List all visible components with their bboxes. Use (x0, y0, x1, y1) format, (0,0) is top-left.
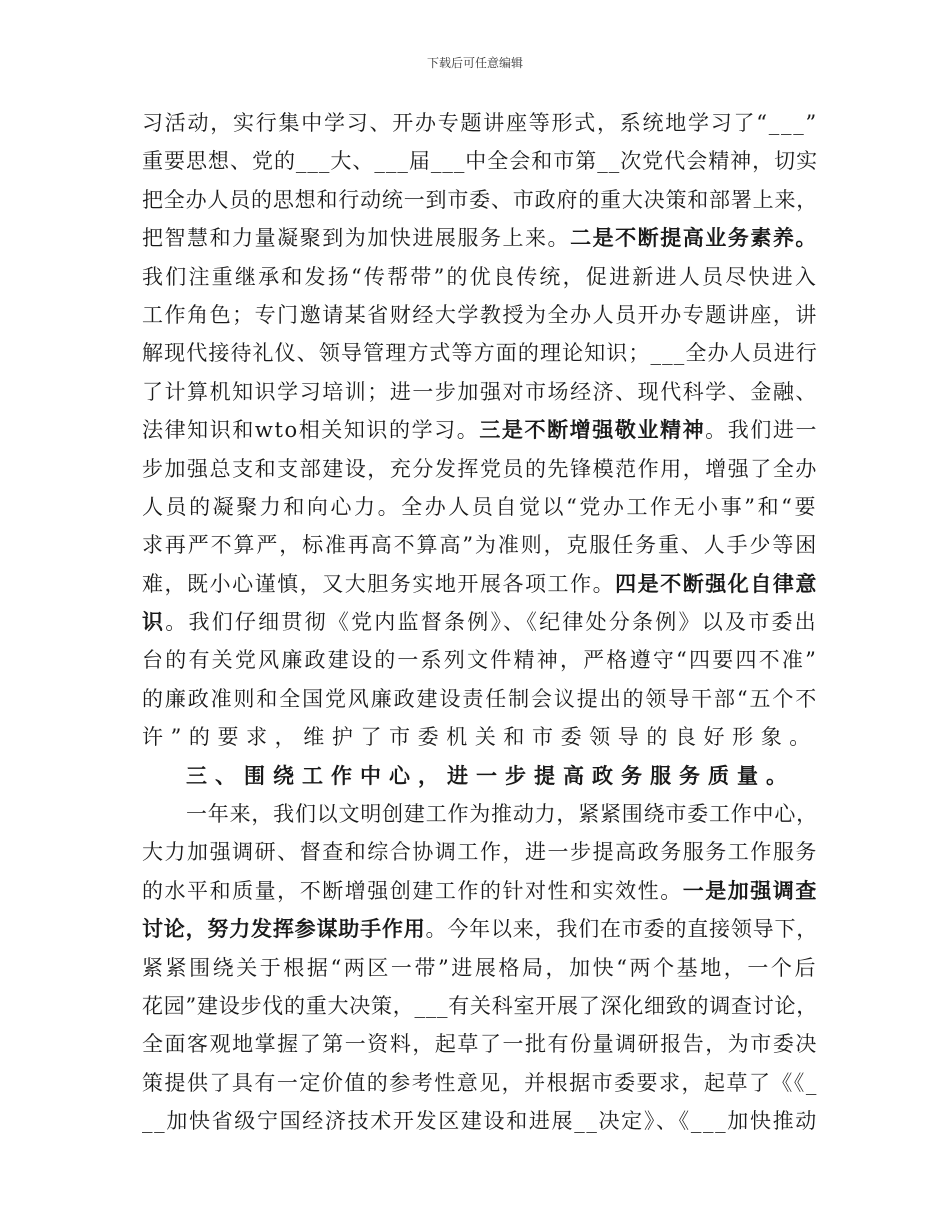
text-line (142, 910, 818, 948)
text-line (142, 603, 818, 641)
bold-text-segment: 讨论，努力发挥参谋助手作用 (142, 916, 426, 942)
text-line (142, 142, 818, 180)
text-line (142, 373, 818, 411)
text-segment: 。我们仔细贯彻《党内监督条例》、《纪律处分条例》以及市委出 (165, 610, 818, 635)
bold-text-segment: 识 (142, 609, 166, 635)
text-segment: 步加强总支和支部建设，充分发挥党员的先锋模范作用，增强了全办 (142, 456, 818, 481)
bold-text-segment: 四是不断强化自律意 (615, 570, 818, 596)
text-segment: 的廉政准则和全国党风廉政建设责任制会议提出的领导干部“五个不 (142, 686, 818, 711)
text-line (142, 104, 818, 142)
text-segment: 我们注重继承和发扬“传帮带”的优良传统，促进新进人员尽快进入 (142, 264, 818, 289)
page-header: 下载后可任意编辑 (426, 56, 523, 70)
text-line (142, 1102, 818, 1140)
text-line (142, 680, 818, 718)
bold-text-segment: 三是不断增强敬业精神 (479, 417, 706, 443)
text-line (142, 641, 818, 679)
text-line (142, 296, 818, 334)
text-segment: 求再严不算严，标准再高不算高”为准则，克服任务重、人手少等困 (142, 533, 818, 558)
text-segment: 许”的要求，维护了市委机关和市委领导的良好形象。 (142, 725, 818, 750)
text-line (142, 718, 818, 756)
document-body (142, 104, 818, 1141)
text-segment: 把全办人员的思想和行动统一到市委、市政府的重大决策和部署上来， (142, 187, 818, 212)
text-line (142, 258, 818, 296)
text-line (142, 411, 818, 449)
text-line (142, 757, 818, 795)
text-segment: 习活动，实行集中学习、开办专题讲座等形式，系统地学习了“___” (142, 111, 818, 135)
text-line (142, 1064, 818, 1102)
text-line (142, 949, 818, 987)
text-segment: 。今年以来，我们在市委的直接领导下， (425, 917, 818, 942)
text-segment: 策提供了具有一定价值的参考性意见，并根据市委要求，起草了《《_ (142, 1070, 818, 1095)
text-segment: 的水平和质量，不断增强创建工作的针对性和实效性。 (142, 878, 683, 903)
text-line (142, 526, 818, 564)
text-segment: 工作角色；专门邀请某省财经大学教授为全办人员开办专题讲座，讲 (142, 302, 818, 327)
text-segment: 一年来，我们以文明创建工作为推动力，紧紧围绕市委工作中心， (186, 802, 818, 827)
text-segment: 花园”建设步伐的重大决策，___有关科室开展了深化细致的调查讨论， (142, 993, 818, 1018)
text-segment: __加快省级宁国经济技术开发区建设和进展__决定》、《___加快推动 (142, 1109, 818, 1134)
text-line (142, 488, 818, 526)
text-segment: 。我们进一 (705, 418, 818, 443)
text-line (142, 334, 818, 372)
text-segment: 重要思想、党的___大、___届___中全会和市第__次党代会精神，切实 (142, 149, 818, 174)
bold-text-segment: 一是加强调查 (682, 877, 818, 903)
text-segment: 大力加强调研、督查和综合协调工作，进一步提高政务服务工作服务 (142, 840, 818, 865)
text-segment: 难，既小心谨慎，又大胆务实地开展各项工作。 (142, 571, 616, 596)
text-line (142, 795, 818, 833)
text-line (142, 987, 818, 1025)
text-segment: 人员的凝聚力和向心力。全办人员自觉以“党办工作无小事”和“要 (142, 494, 818, 519)
text-line (142, 872, 818, 910)
text-segment: 了计算机知识学习培训；进一步加强对市场经济、现代科学、金融、 (142, 379, 818, 404)
text-line (142, 219, 818, 257)
text-segment: 台的有关党风廉政建设的一系列文件精神，严格遵守“四要四不准” (142, 648, 818, 673)
text-segment: 紧紧围绕关于根据“两区一带”进展格局，加快“两个基地，一个后 (142, 955, 818, 980)
text-segment: 法律知识和wto相关知识的学习。 (142, 418, 480, 443)
text-segment: 把智慧和力量凝聚到为加快进展服务上来。 (142, 226, 571, 251)
text-line (142, 833, 818, 871)
bold-text-segment: 二是不断提高业务素养。 (570, 225, 818, 251)
bold-text-segment: 三、围绕工作中心，进一步提高政务服务质量。 (186, 762, 795, 788)
text-segment: 解现代接待礼仪、领导管理方式等方面的理论知识；___全办人员进行 (142, 341, 818, 366)
text-line (142, 1025, 818, 1063)
text-segment: 全面客观地掌握了第一资料，起草了一批有份量调研报告，为市委决 (142, 1032, 818, 1057)
text-line (142, 565, 818, 603)
text-line (142, 450, 818, 488)
text-line (142, 181, 818, 219)
